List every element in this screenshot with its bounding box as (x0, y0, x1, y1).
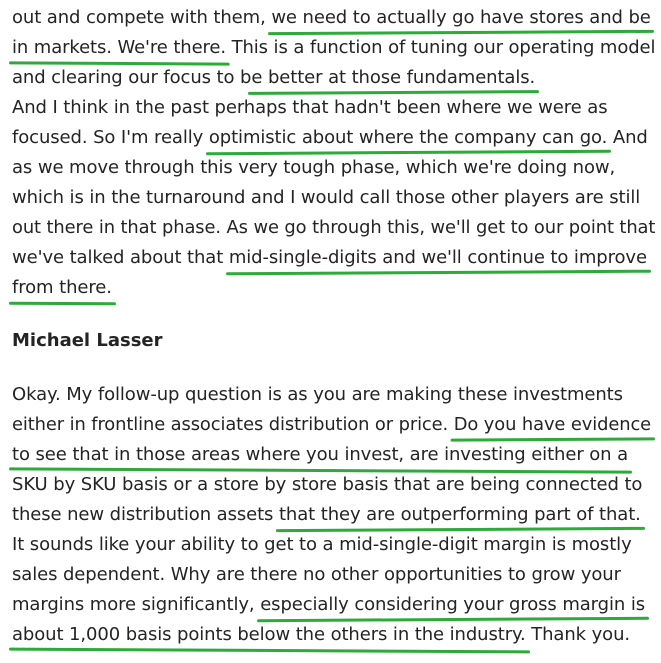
text-line: focused. So I'm really optimistic about where the company can go. And (12, 127, 648, 148)
text-line: which is in the turnaround and I would call those other players are still (12, 187, 641, 208)
text-line: and clearing our focus to be better at those fundamentals. (12, 67, 536, 88)
highlighted-text[interactable]: from there. (12, 277, 112, 298)
text-line: SKU by SKU basis or a store by store basis that are being connected to (12, 474, 643, 495)
text-line: And I think in the past perhaps that hadn't been where we were as (12, 97, 608, 118)
text-line: about 1,000 basis points below the others in the industry. Thank you. (12, 624, 631, 645)
text-line: out there in that phase. As we go through this, we'll get to our point that (12, 217, 656, 238)
text-line: sales dependent. Why are there no other opportunities to grow your (12, 564, 621, 585)
highlighted-text[interactable]: mid-single-digits and we'll continue to improve (228, 247, 647, 268)
highlighted-text[interactable]: about 1,000 basis points below the others in the industry. (12, 624, 526, 645)
highlighted-text[interactable]: e better at those fundamentals. (251, 67, 536, 88)
text-line: Okay. My follow-up question is as you are making these investments (12, 384, 623, 405)
text-line: in markets. We're there. This is a function of tuning our operating model (12, 37, 656, 58)
highlighted-text[interactable]: to see that in those areas where you invest, are investing either on a (12, 444, 629, 465)
highlighted-text[interactable]: especially considering your gross margin is (260, 594, 645, 615)
speaker-name: Michael Lasser (12, 330, 163, 351)
highlighted-text[interactable]: Do you have evidence (453, 414, 652, 435)
text-line: these new distribution assets that they are outperforming part of that. (12, 504, 641, 525)
text-line (12, 440, 628, 470)
highlighted-text[interactable]: in markets. We're there. (12, 37, 227, 58)
text-line: we've talked about that mid-single-digits and we'll continue to improve (12, 247, 647, 268)
highlighted-text[interactable]: optimistic about where the company can go. (208, 127, 608, 148)
highlighted-text[interactable]: we need to actually go have stores and be (271, 7, 651, 28)
text-line: margins more significantly, especially considering your gross margin is (12, 594, 645, 615)
text-line: either in frontline associates distribution or price. Do you have evidence (12, 414, 652, 435)
text-line: It sounds like your ability to get to a mid-single-digit margin is mostly (12, 534, 632, 555)
highlighted-text[interactable]: that they are outperforming part of that. (278, 504, 641, 525)
text-line (12, 273, 112, 303)
text-line: as we move through this very tough phase, which we're doing now, (12, 157, 616, 178)
text-line: out and compete with them, we need to actually go have stores and be (12, 7, 651, 28)
